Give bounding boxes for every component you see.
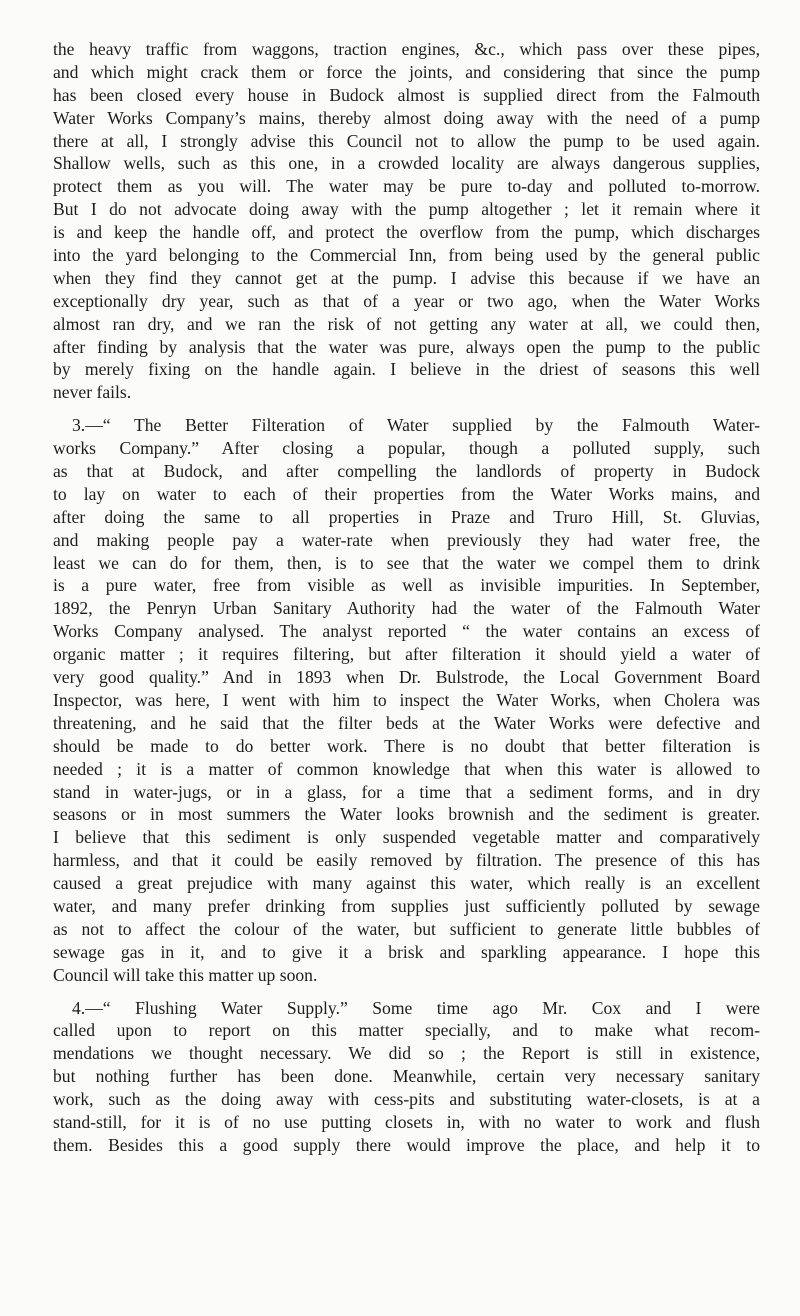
text-line: Water Works Company’s mains, thereby almost doing away with the need of a pump <box>53 107 760 128</box>
text-line: very good quality.” And in 1893 when Dr. Bulstrode, the Local Government Board <box>53 667 760 688</box>
text-line: stand in water-jugs, or in a glass, for a time that a sediment forms, and in dry <box>53 781 760 802</box>
text-line: and making people pay a water-rate when previously they had water free, the <box>53 529 760 550</box>
text-line: needed ; it is a matter of common knowledge that when this water is allowed to <box>53 758 760 779</box>
text-line: Works Company analysed. The analyst reported “ the water contains an excess of <box>53 621 760 642</box>
text-line: threatening, and he said that the filter beds at the Water Works were defective and <box>53 712 760 733</box>
text-line: by merely fixing on the handle again. I believe in the driest of seasons this well <box>53 359 760 380</box>
text-line: harmless, and that it could be easily removed by filtration. The presence of this has <box>53 850 760 871</box>
section-heading-line: 4.—“ Flushing Water Supply.” Some time ago Mr. Cox and I were <box>72 997 760 1018</box>
text-line: after finding by analysis that the water was pure, always open the pump to the public <box>53 336 760 357</box>
text-line: works Company.” After closing a popular, though a polluted supply, such <box>53 438 760 459</box>
text-line: when they find they cannot get at the pump. I advise this because if we have an <box>53 267 760 288</box>
text-line: but nothing further has been done. Meanwhile, certain very necessary sanitary <box>53 1066 760 1087</box>
text-line: into the yard belonging to the Commercial Inn, from being used by the general public <box>53 245 760 266</box>
text-line: after doing the same to all properties in Praze and Truro Hill, St. Gluvias, <box>53 506 760 527</box>
text-line: almost ran dry, and we ran the risk of not getting any water at all, we could then, <box>53 313 760 334</box>
text-line: 1892, the Penryn Urban Sanitary Authority had the water of the Falmouth Water <box>53 598 760 619</box>
text-line: work, such as the doing away with cess-pits and substituting water-closets, is at a <box>53 1089 760 1110</box>
text-line: them. Besides this a good supply there would improve the place, and help it to <box>53 1134 760 1155</box>
text-line: has been closed every house in Budock almost is supplied direct from the Falmouth <box>53 84 760 105</box>
paragraph-pump-advice <box>53 38 760 404</box>
text-line: is a pure water, free from visible as well as invisible impurities. In September, <box>53 575 760 596</box>
text-line: and which might crack them or force the joints, and considering that since the pump <box>53 61 760 82</box>
text-line: should be made to do better work. There is no doubt that better filteration is <box>53 735 760 756</box>
text-line: exceptionally dry year, such as that of a year or two ago, when the Water Works <box>53 290 760 311</box>
text-line: to lay on water to each of their properties from the Water Works mains, and <box>53 483 760 504</box>
text-line: mendations we thought necessary. We did so ; the Report is still in existence, <box>53 1043 760 1064</box>
text-line: Shallow wells, such as this one, in a crowded locality are always dangerous supplies, <box>53 153 760 174</box>
text-line: called upon to report on this matter specially, and to make what recom- <box>53 1020 760 1041</box>
text-line: Council will take this matter up soon. <box>53 964 318 985</box>
text-line: least we can do for them, then, is to see that the water we compel them to drink <box>53 552 760 573</box>
text-line: never fails. <box>53 382 132 403</box>
text-line: the heavy traffic from waggons, traction engines, &c., which pass over these pipes, <box>53 39 760 59</box>
text-line: I believe that this sediment is only suspended vegetable matter and comparatively <box>53 827 760 848</box>
text-line: stand-still, for it is of no use putting closets in, with no water to work and flush <box>53 1111 760 1132</box>
paragraph-filteration <box>53 414 760 986</box>
text-line: organic matter ; it requires filtering, but after filteration it should yield a water of <box>53 644 760 665</box>
text-line: water, and many prefer drinking from supplies just sufficiently polluted by sewage <box>53 895 760 916</box>
text-line: protect them as you will. The water may be pure to-day and polluted to-morrow. <box>53 176 760 197</box>
text-line: as not to affect the colour of the water, but sufficient to generate little bubbles of <box>53 918 760 939</box>
text-line: seasons or in most summers the Water looks brownish and the sediment is greater. <box>53 804 760 825</box>
text-line: as that at Budock, and after compelling the landlords of property in Budock <box>53 461 760 482</box>
section-heading-line: 3.—“ The Better Filteration of Water supplied by the Falmouth Water- <box>72 415 760 436</box>
text-line: is and keep the handle off, and protect the overflow from the pump, which discharges <box>53 222 760 243</box>
text-line: caused a great prejudice with many against this water, which really is an excellent <box>53 873 760 894</box>
text-line: But I do not advocate doing away with the pump altogether ; let it remain where it <box>53 199 760 220</box>
paragraph-flushing <box>53 997 760 1157</box>
text-line: there at all, I strongly advise this Council not to allow the pump to be used again. <box>53 130 760 151</box>
text-line: Inspector, was here, I went with him to inspect the Water Works, when Cholera was <box>53 689 760 710</box>
text-line: sewage gas in it, and to give it a brisk and sparkling appearance. I hope this <box>53 941 760 962</box>
